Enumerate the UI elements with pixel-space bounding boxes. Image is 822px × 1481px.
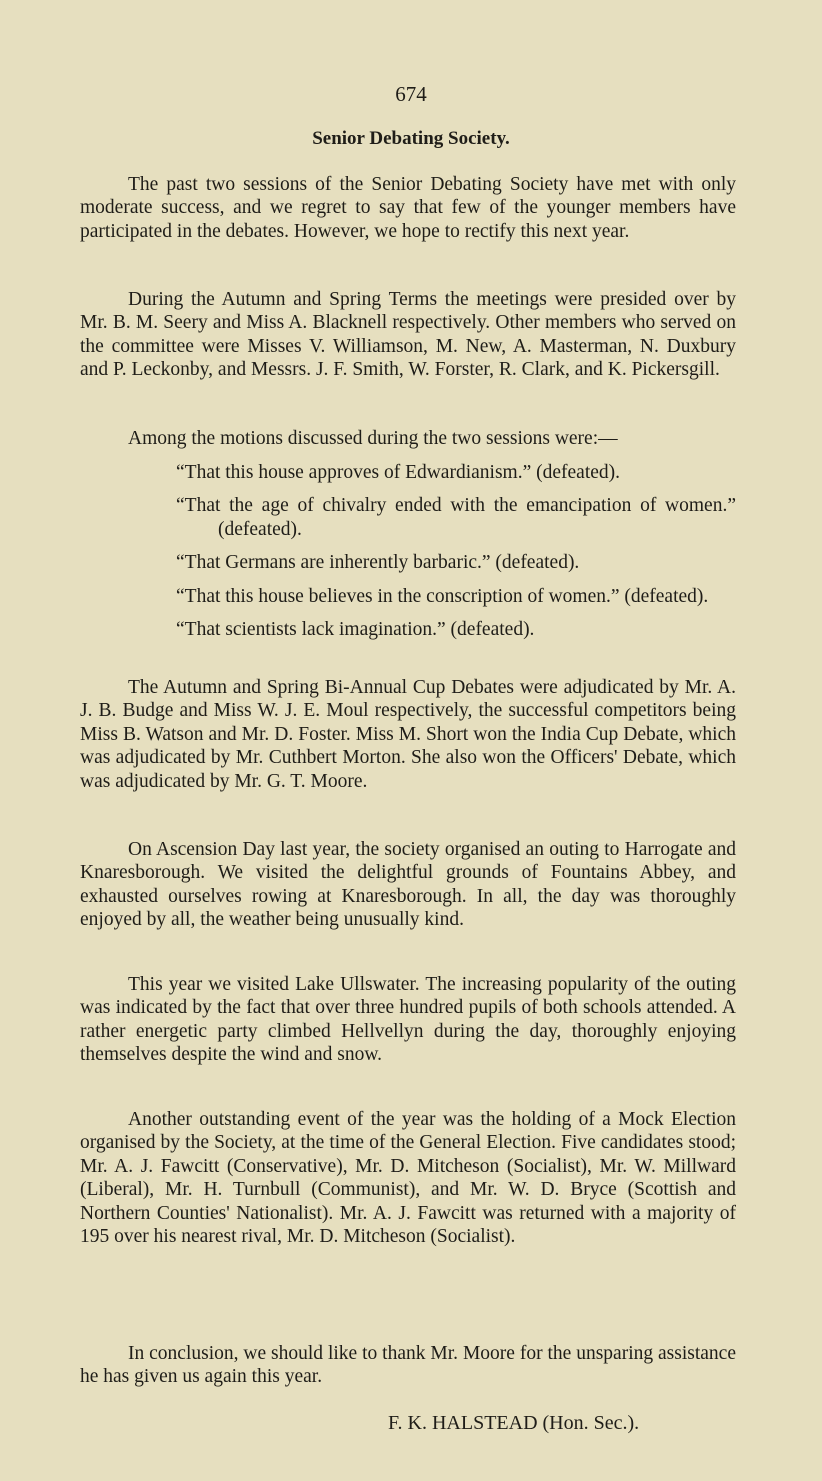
page-number: 674 (395, 82, 427, 106)
motion-item: “That scientists lack imagination.” (defeated). (176, 619, 535, 641)
paragraph-committee: During the Autumn and Spring Terms the meetings were presided over by Mr. B. M. Seery and Miss A. Blacknell respectively. Other members who served on the committee were Misses V. Williamson, M. New, A. Masterman, N. Duxbury and P. Leckonby, and Messrs. J. F. Smith, W. Forster, R. Clark, and K. Pickersgill. (80, 289, 736, 381)
paragraph-conclusion: In conclusion, we should like to thank Mr. Moore for the unsparing assistance he has given us again this year. (80, 1343, 736, 1388)
motions-list (176, 461, 736, 651)
motion-item: “That the age of chivalry ended with the emancipation of women.” (defeated). (176, 495, 736, 540)
paragraph-ascension-outing: On Ascension Day last year, the society organised an outing to Harrogate and Knaresborough. We visited the delightful grounds of Fountains Abbey, and exhausted ourselves rowing at Knaresborough. In all, the day was thoroughly enjoyed by all, the weather being unusually kind. (80, 839, 736, 931)
paragraph-motions-intro: Among the motions discussed during the two sessions were:— (128, 428, 618, 449)
motion-item: “That Germans are inherently barbaric.” (defeated). (176, 552, 580, 574)
paragraph-mock-election: Another outstanding event of the year was the holding of a Mock Election organised by the Society, at the time of the General Election. Five candidates stood; Mr. A. J. Fawcitt (Conservative), Mr. D. Mitcheson (Socialist), Mr. W. Millward (Liberal), Mr. H. Turnbull (Communist), and Mr. W. D. Bryce (Scottish and Northern Counties' Nationalist). Mr. A. J. Fawcitt was returned with a majority of 195 over his nearest rival, Mr. D. Mitcheson (Socialist). (80, 1109, 736, 1248)
section-heading: Senior Debating Society. (312, 128, 510, 149)
paragraph-ullswater-outing: This year we visited Lake Ullswater. The increasing popularity of the outing was indicated by the fact that over three hundred pupils of both schools attended. A rather energetic party climbed Hellvellyn during the day, thoroughly enjoying themselves despite the wind and snow. (80, 974, 736, 1066)
motion-item: “That this house believes in the conscription of women.” (defeated). (176, 585, 709, 607)
paragraph-cup-debates: The Autumn and Spring Bi-Annual Cup Debates were adjudicated by Mr. A. J. B. Budge and Miss W. J. E. Moul respectively, the successful competitors being Miss B. Watson and Mr. D. Foster. Miss M. Short won the India Cup Debate, which was adjudicated by Mr. Cuthbert Morton. She also won the Officers' Debate, which was adjudicated by Mr. G. T. Moore. (80, 677, 736, 792)
paragraph-intro: The past two sessions of the Senior Debating Society have met with only moderate success, and we regret to say that few of the younger members have participated in the debates. However, we hope to rectify this next year. (80, 174, 736, 242)
signature: F. K. HALSTEAD (Hon. Sec.). (388, 1412, 640, 1434)
motion-item: “That this house approves of Edwardianism.” (defeated). (176, 462, 621, 483)
